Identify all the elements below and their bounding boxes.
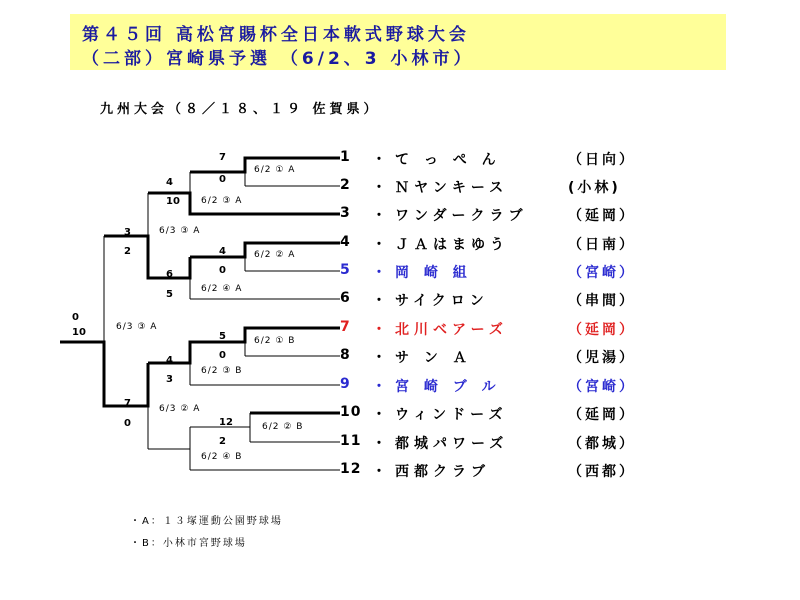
team-bullet: ・ (372, 293, 387, 309)
team-city: （児湯） (568, 350, 636, 366)
team-city: （日向） (568, 152, 636, 168)
score-bottom: 2 (219, 436, 226, 447)
score-top: 7 (124, 398, 131, 409)
final-schedule: 6/3 ③ A (116, 322, 158, 332)
team-name: サイクロン (395, 293, 489, 309)
team-city: (小林) (568, 180, 621, 196)
team-number: 1 (340, 149, 351, 165)
team-number: 3 (340, 205, 351, 221)
kyushu-subtitle: 九州大会（８／１８、１９ 佐賀県） (100, 102, 381, 117)
match-schedule: 6/2 ① B (254, 336, 296, 346)
team-city: （延岡） (568, 208, 636, 224)
score-bottom: 3 (166, 374, 173, 385)
team-city: （宮崎） (568, 379, 636, 395)
team-number: 6 (340, 290, 351, 306)
score-bottom: 5 (166, 289, 173, 300)
team-number: 10 (340, 404, 362, 420)
team-bullet: ・ (372, 407, 387, 423)
match-schedule: 6/2 ② B (262, 422, 304, 432)
match-schedule: 6/2 ② A (254, 250, 296, 260)
team-bullet: ・ (372, 180, 387, 196)
winner-path (148, 328, 340, 363)
team-bullet: ・ (372, 436, 387, 452)
team-name: 北川ベアーズ (395, 322, 508, 338)
team-city: （宮崎） (568, 265, 636, 281)
final-score-bottom: 10 (72, 327, 86, 338)
team-city: （都城） (568, 436, 636, 452)
score-top: 6 (166, 269, 173, 280)
team-bullet: ・ (372, 237, 387, 253)
winner-path (104, 236, 190, 278)
score-top: 4 (219, 246, 226, 257)
team-number: 11 (340, 433, 362, 449)
team-name: ＪＡはまゆう (395, 237, 509, 253)
team-city: （串間） (568, 293, 636, 309)
score-top: 7 (219, 152, 226, 163)
score-bottom: 0 (219, 174, 226, 185)
score-top: 4 (166, 355, 173, 366)
match-schedule: 6/3 ② A (159, 404, 201, 414)
team-bullet: ・ (372, 152, 387, 168)
team-name: 岡 崎 組 (395, 265, 472, 281)
team-city: （西都） (568, 464, 636, 480)
team-name: ウィンドーズ (395, 407, 508, 423)
score-bottom: 0 (124, 418, 131, 429)
title-line-1: 第４５回 高松宮賜杯全日本軟式野球大会 (82, 25, 470, 45)
team-name: サ ン Ａ (395, 350, 472, 366)
final-score-top: 0 (72, 312, 79, 323)
team-bullet: ・ (372, 208, 387, 224)
team-name: 宮 崎 ブ ル (395, 379, 501, 395)
team-name: 西都クラブ (395, 464, 490, 480)
match-schedule: 6/2 ④ A (201, 284, 243, 294)
team-number: 7 (340, 319, 351, 335)
score-top: 3 (124, 227, 131, 238)
score-bottom: 0 (219, 265, 226, 276)
team-name: 都城パワーズ (395, 436, 509, 452)
title-line-2: （二部）宮崎県予選 （6/2、3 小林市） (82, 49, 475, 69)
match-schedule: 6/2 ④ B (201, 452, 243, 462)
match-schedule: 6/2 ③ B (201, 366, 243, 376)
score-bottom: 10 (166, 196, 180, 207)
match-schedule: 6/3 ③ A (159, 226, 201, 236)
team-number: 8 (340, 347, 351, 363)
team-number: 2 (340, 177, 351, 193)
team-bullet: ・ (372, 265, 387, 281)
team-bullet: ・ (372, 379, 387, 395)
score-top: 5 (219, 331, 226, 342)
score-top: 12 (219, 417, 233, 428)
team-city: （延岡） (568, 322, 636, 338)
team-city: （日南） (568, 237, 636, 253)
winner-path (60, 342, 148, 406)
team-bullet: ・ (372, 322, 387, 338)
team-bullet: ・ (372, 464, 387, 480)
score-bottom: 0 (219, 350, 226, 361)
venue-note-b: ・B：小林市宮野球場 (130, 538, 247, 549)
team-city: （延岡） (568, 407, 636, 423)
team-bullet: ・ (372, 350, 387, 366)
team-number: 12 (340, 461, 362, 477)
team-name: ワンダークラブ (395, 208, 528, 224)
match-schedule: 6/2 ③ A (201, 196, 243, 206)
score-bottom: 2 (124, 246, 131, 257)
team-name: て っ ぺ ん (395, 152, 501, 168)
team-name: Ｎヤンキース (395, 180, 509, 196)
match-schedule: 6/2 ① A (254, 165, 296, 175)
team-number: 5 (340, 262, 351, 278)
venue-note-a: ・A：１３塚運動公園野球場 (130, 516, 283, 527)
score-top: 4 (166, 177, 173, 188)
team-number: 9 (340, 376, 351, 392)
team-number: 4 (340, 234, 351, 250)
